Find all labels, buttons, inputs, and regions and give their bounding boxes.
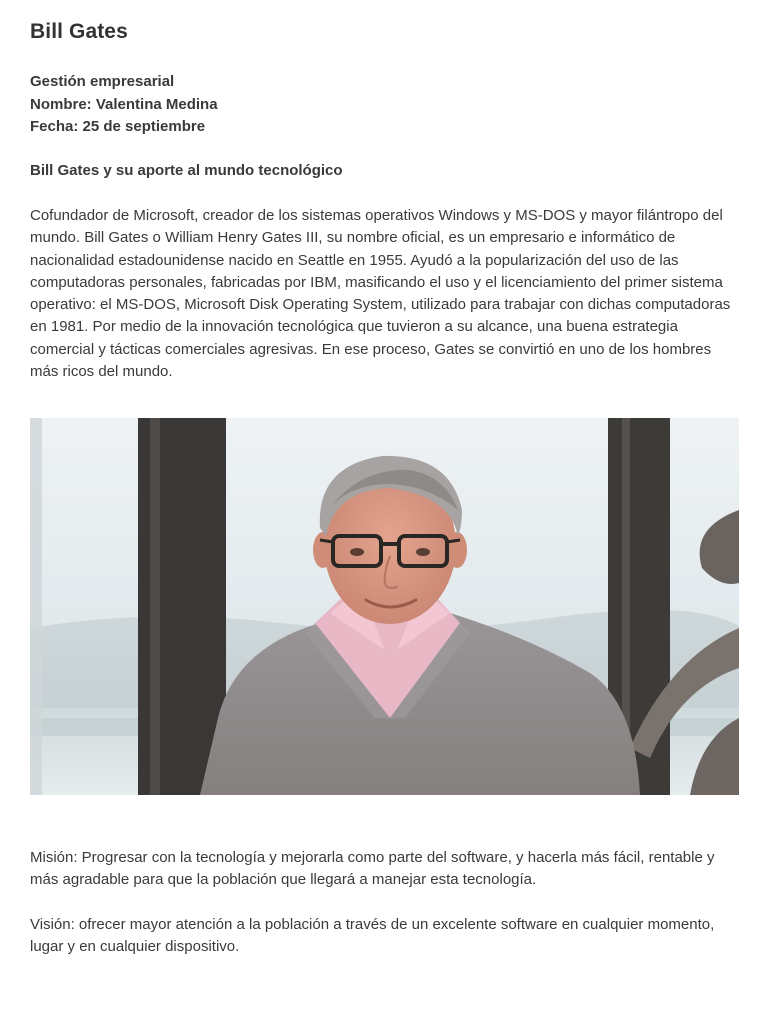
document-meta — [30, 71, 218, 139]
document-date: Fecha: 25 de septiembre — [30, 118, 206, 135]
document-title: Bill Gates — [30, 20, 128, 43]
author-name: Nombre: Valentina Medina — [30, 95, 218, 113]
bill-gates-photo — [30, 418, 739, 795]
vision-paragraph: Visión: ofrecer mayor atención a la población a través de un excelente software en cualquier momento, lugar y en cualquier dispositivo. — [30, 916, 715, 956]
mission-paragraph: Misión: Progresar con la tecnología y mejorarla como parte del software, y hacerla más fácil, rentable y más agradable para que la población que llegará a manejar esta tecnología. — [30, 849, 715, 889]
portrait-illustration — [30, 418, 739, 795]
intro-paragraph: Cofundador de Microsoft, creador de los sistemas operativos Windows y MS-DOS y mayor filántropo del mundo. Bill Gates o William Henry Gates III, su nombre oficial, es un empresario e informático de nacionalidad estadounidense nacido en Seattle en 1955. Ayudó a la popularización del uso de las computadoras personales, fabricadas por IBM, masificando el uso y el licenciamiento del primer sistema operativo: el MS-DOS, Microsoft Disk Operating System, utilizado para trabajar con dichas computadoras en 1981. Por medio de la innovación tecnológica que tuvieron a su alcance, una buena estrategia comercial y tácticas comerciales agresivas. En ese proceso, Gates se convirtió en uno de los hombres más ricos del mundo. — [30, 207, 731, 381]
course-label: Gestión empresarial — [30, 73, 175, 90]
section-subtitle: Bill Gates y su aporte al mundo tecnológico — [30, 162, 343, 179]
